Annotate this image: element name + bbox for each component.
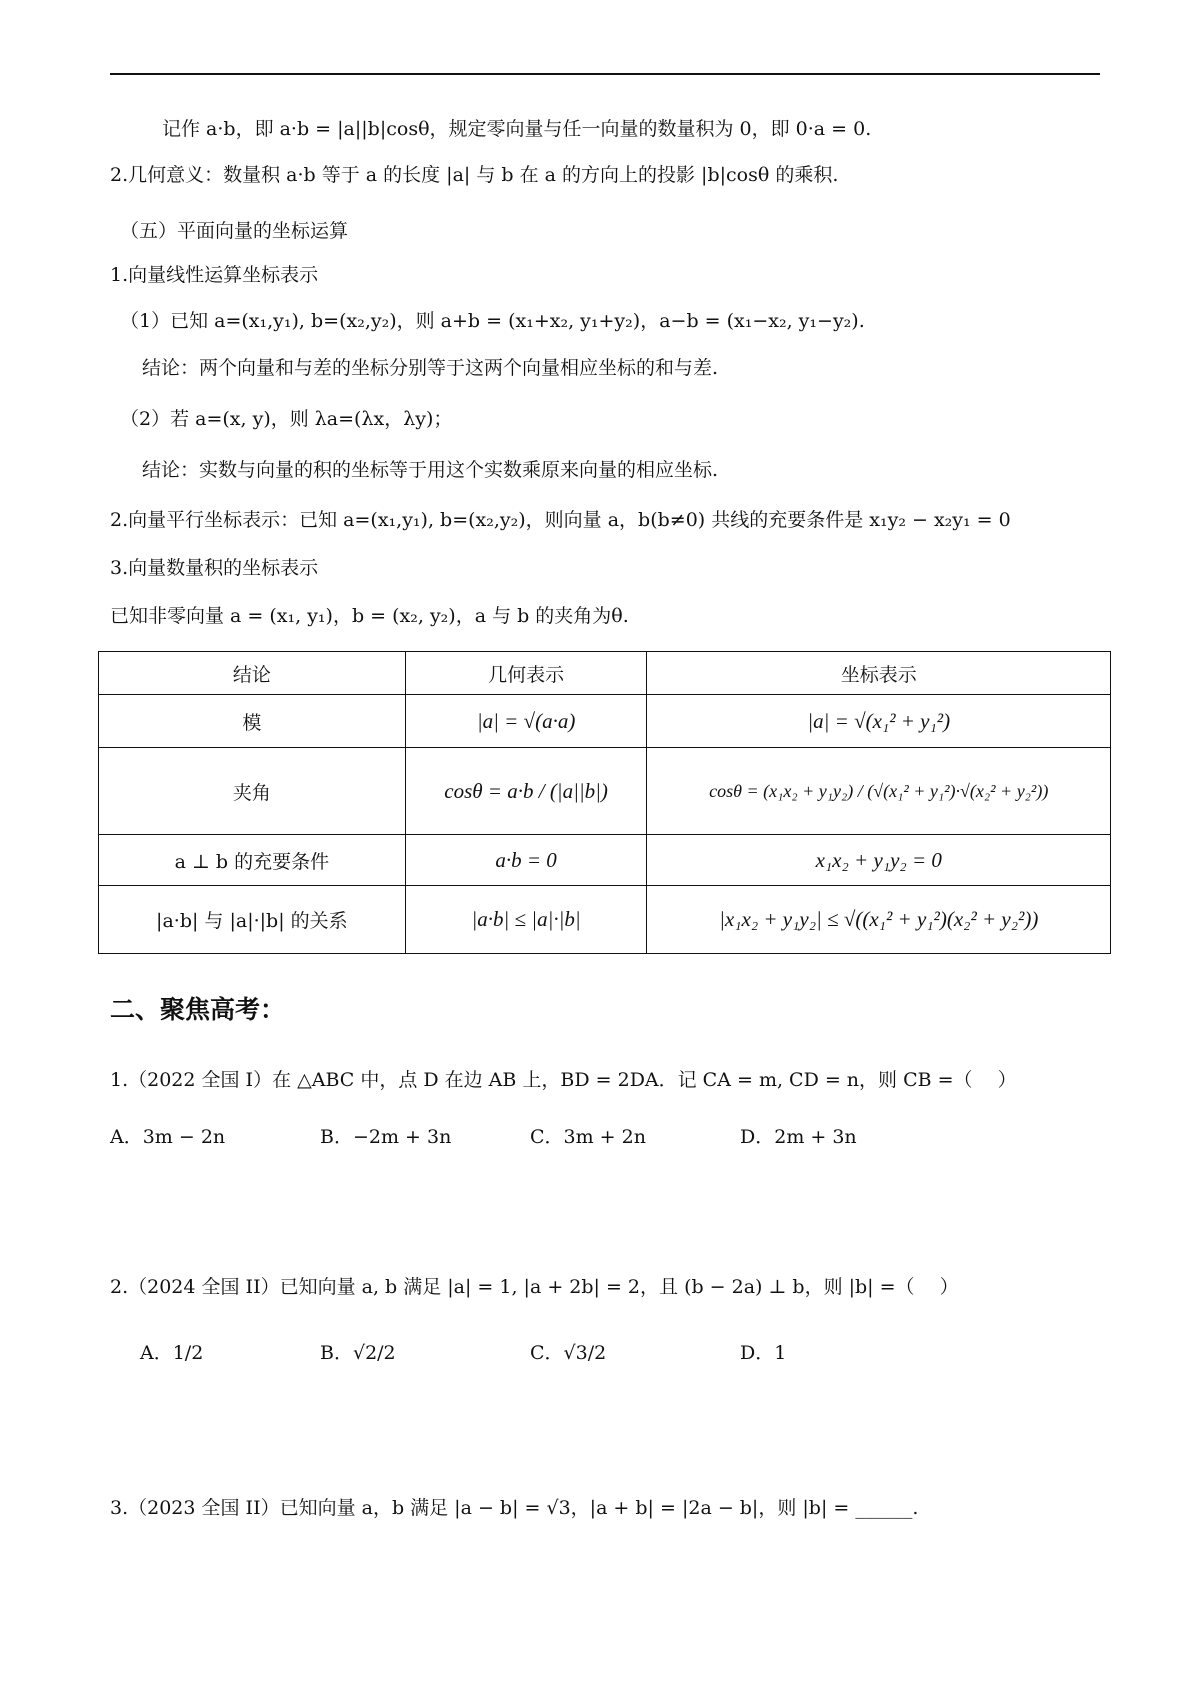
q2-option-c: C．√3/2 bbox=[530, 1342, 607, 1364]
table-cell: |a| = √(x₁² + y₁²) bbox=[647, 695, 1111, 748]
table-header: 结论 bbox=[99, 652, 406, 695]
table-header-row bbox=[99, 652, 1111, 695]
table-cell: |a·b| ≤ |a|·|b| bbox=[405, 886, 647, 954]
q2-option-a: A．1/2 bbox=[140, 1342, 204, 1364]
conclusion-2: 结论：实数与向量的积的坐标等于用这个实数乘原来向量的相应坐标. bbox=[142, 459, 719, 481]
conclusion-1: 结论：两个向量和与差的坐标分别等于这两个向量相应坐标的和与差. bbox=[142, 357, 719, 379]
table-row bbox=[99, 695, 1111, 748]
table-cell: 夹角 bbox=[99, 748, 406, 835]
table-row bbox=[99, 748, 1111, 835]
subsection-heading: （五）平面向量的坐标运算 bbox=[120, 220, 349, 242]
table-header: 几何表示 bbox=[405, 652, 647, 695]
table-header: 坐标表示 bbox=[647, 652, 1111, 695]
table-cell: x₁x₂ + y₁y₂ = 0 bbox=[647, 835, 1111, 886]
table-cell: 模 bbox=[99, 695, 406, 748]
question-1-stem: 1.（2022 全国 I）在 △ABC 中，点 D 在边 AB 上，BD = 2DA．记 CA = m, CD = n，则 CB =（ ） bbox=[110, 1069, 1017, 1091]
table-cell: |a·b| 与 |a|·|b| 的关系 bbox=[99, 886, 406, 954]
q2-option-b: B．√2/2 bbox=[320, 1342, 396, 1364]
dot-product-heading: 3.向量数量积的坐标表示 bbox=[110, 557, 319, 579]
question-3-stem: 3.（2023 全国 II）已知向量 a，b 满足 |a − b| = √3，|a + b| = |2a − b|，则 |b| = ______. bbox=[110, 1497, 919, 1519]
table-cell: a·b = 0 bbox=[405, 835, 647, 886]
question-2-stem: 2.（2024 全国 II）已知向量 a, b 满足 |a| = 1, |a + 2b| = 2，且 (b − 2a) ⊥ b，则 |b| =（ ） bbox=[110, 1276, 959, 1298]
q2-option-d: D．1 bbox=[740, 1342, 787, 1364]
linear-ops-heading: 1.向量线性运算坐标表示 bbox=[110, 264, 319, 286]
q1-option-a: A．3m − 2n bbox=[110, 1126, 226, 1148]
parallel-line: 2.向量平行坐标表示：已知 a=(x₁,y₁), b=(x₂,y₂)，则向量 a，b(b≠0) 共线的充要条件是 x₁y₂ − x₂y₁ = 0 bbox=[110, 509, 1011, 531]
q1-option-c: C．3m + 2n bbox=[530, 1126, 646, 1148]
section-title: 二、聚焦高考： bbox=[110, 995, 286, 1024]
sum-diff-line: （1）已知 a=(x₁,y₁), b=(x₂,y₂)，则 a+b = (x₁+x₂, y₁+y₂)，a−b = (x₁−x₂, y₁−y₂). bbox=[120, 310, 865, 332]
q1-option-b: B．−2m + 3n bbox=[320, 1126, 452, 1148]
given-vectors-line: 已知非零向量 a = (x₁, y₁)，b = (x₂, y₂)，a 与 b 的夹角为θ. bbox=[110, 605, 629, 627]
summary-table bbox=[98, 651, 1111, 954]
q1-option-d: D．2m + 3n bbox=[740, 1126, 857, 1148]
table-cell: cosθ = a·b / (|a||b|) bbox=[405, 748, 647, 835]
table-row bbox=[99, 835, 1111, 886]
table-cell: |a| = √(a·a) bbox=[405, 695, 647, 748]
definition-line: 记作 a·b，即 a·b = |a||b|cosθ，规定零向量与任一向量的数量积为 0，即 0·a = 0. bbox=[162, 118, 872, 140]
scalar-mult-line: （2）若 a=(x, y)，则 λa=(λx，λy)； bbox=[120, 408, 453, 430]
table-cell: a ⊥ b 的充要条件 bbox=[99, 835, 406, 886]
header-rule bbox=[110, 73, 1100, 75]
table-cell: |x₁x₂ + y₁y₂| ≤ √((x₁² + y₁²)(x₂² + y₂²)) bbox=[647, 886, 1111, 954]
geometric-meaning-line: 2.几何意义：数量积 a·b 等于 a 的长度 |a| 与 b 在 a 的方向上的投影 |b|cosθ 的乘积. bbox=[110, 164, 839, 186]
table-cell: cosθ = (x₁x₂ + y₁y₂) / (√(x₁² + y₁²)·√(x₂² + y₂²)) bbox=[647, 748, 1111, 835]
table-row bbox=[99, 886, 1111, 954]
